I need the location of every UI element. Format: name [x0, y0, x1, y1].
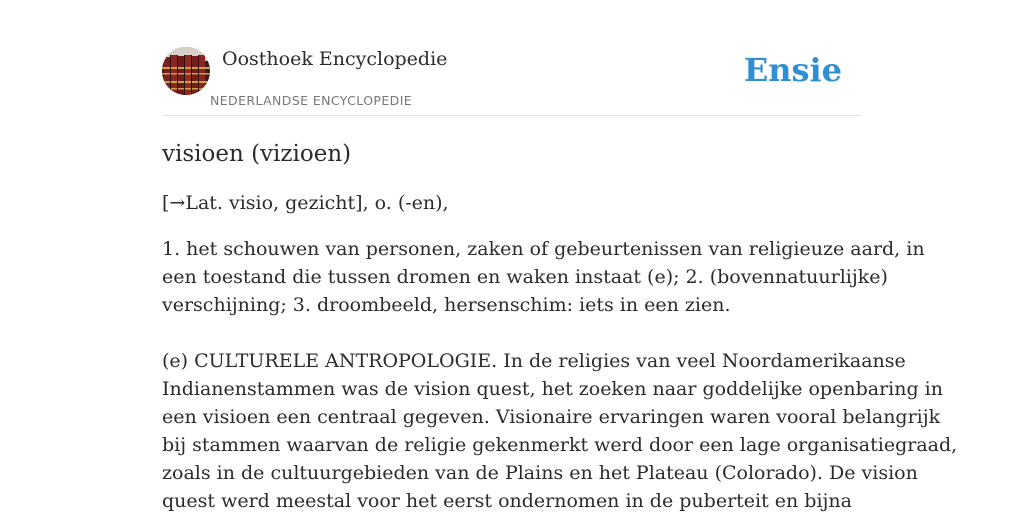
- ensie-brand-link[interactable]: Ensie: [743, 51, 842, 89]
- books-icon[interactable]: [162, 47, 210, 95]
- definition-line: verschijning; 3. droombeeld, hersenschim: iets in een zien.: [162, 294, 731, 316]
- etymology-line: [→Lat. visio, gezicht], o. (-en),: [162, 192, 449, 214]
- definition-line: 1. het schouwen van personen, zaken of gebeurtenissen van religieuze aard, in: [162, 238, 925, 260]
- paragraph-line: een visioen een centraal gegeven. Visionaire ervaringen waren vooral belangrijk: [162, 406, 941, 428]
- books-logo-graphic: [162, 47, 210, 95]
- page-title: visioen (vizioen): [162, 141, 352, 167]
- site-name-link[interactable]: Oosthoek Encyclopedie: [222, 48, 448, 70]
- paragraph-line: Indianenstammen was de vision quest, het zoeken naar goddelijke openbaring in: [162, 378, 943, 400]
- paragraph-line: bij stammen waarvan de religie gekenmerkt werd door een lage organisatiegraad,: [162, 434, 958, 456]
- paragraph-line: quest werd meestal voor het eerst ondernomen in de puberteit en bijna: [162, 490, 852, 512]
- definition-text: [162, 235, 925, 319]
- definition-line: een toestand die tussen dromen en waken instaat (e); 2. (bovennatuurlijke): [162, 266, 888, 288]
- anthropology-paragraph: [162, 347, 958, 512]
- paragraph-line: zoals in de cultuurgebieden van de Plains en het Plateau (Colorado). De vision: [162, 462, 918, 484]
- paragraph-line: (e) CULTURELE ANTROPOLOGIE. In de religies van veel Noordamerikaanse: [162, 350, 906, 372]
- article-body: [162, 138, 958, 512]
- site-tagline: NEDERLANDSE ENCYCLOPEDIE: [210, 93, 413, 108]
- site-header: [162, 46, 862, 116]
